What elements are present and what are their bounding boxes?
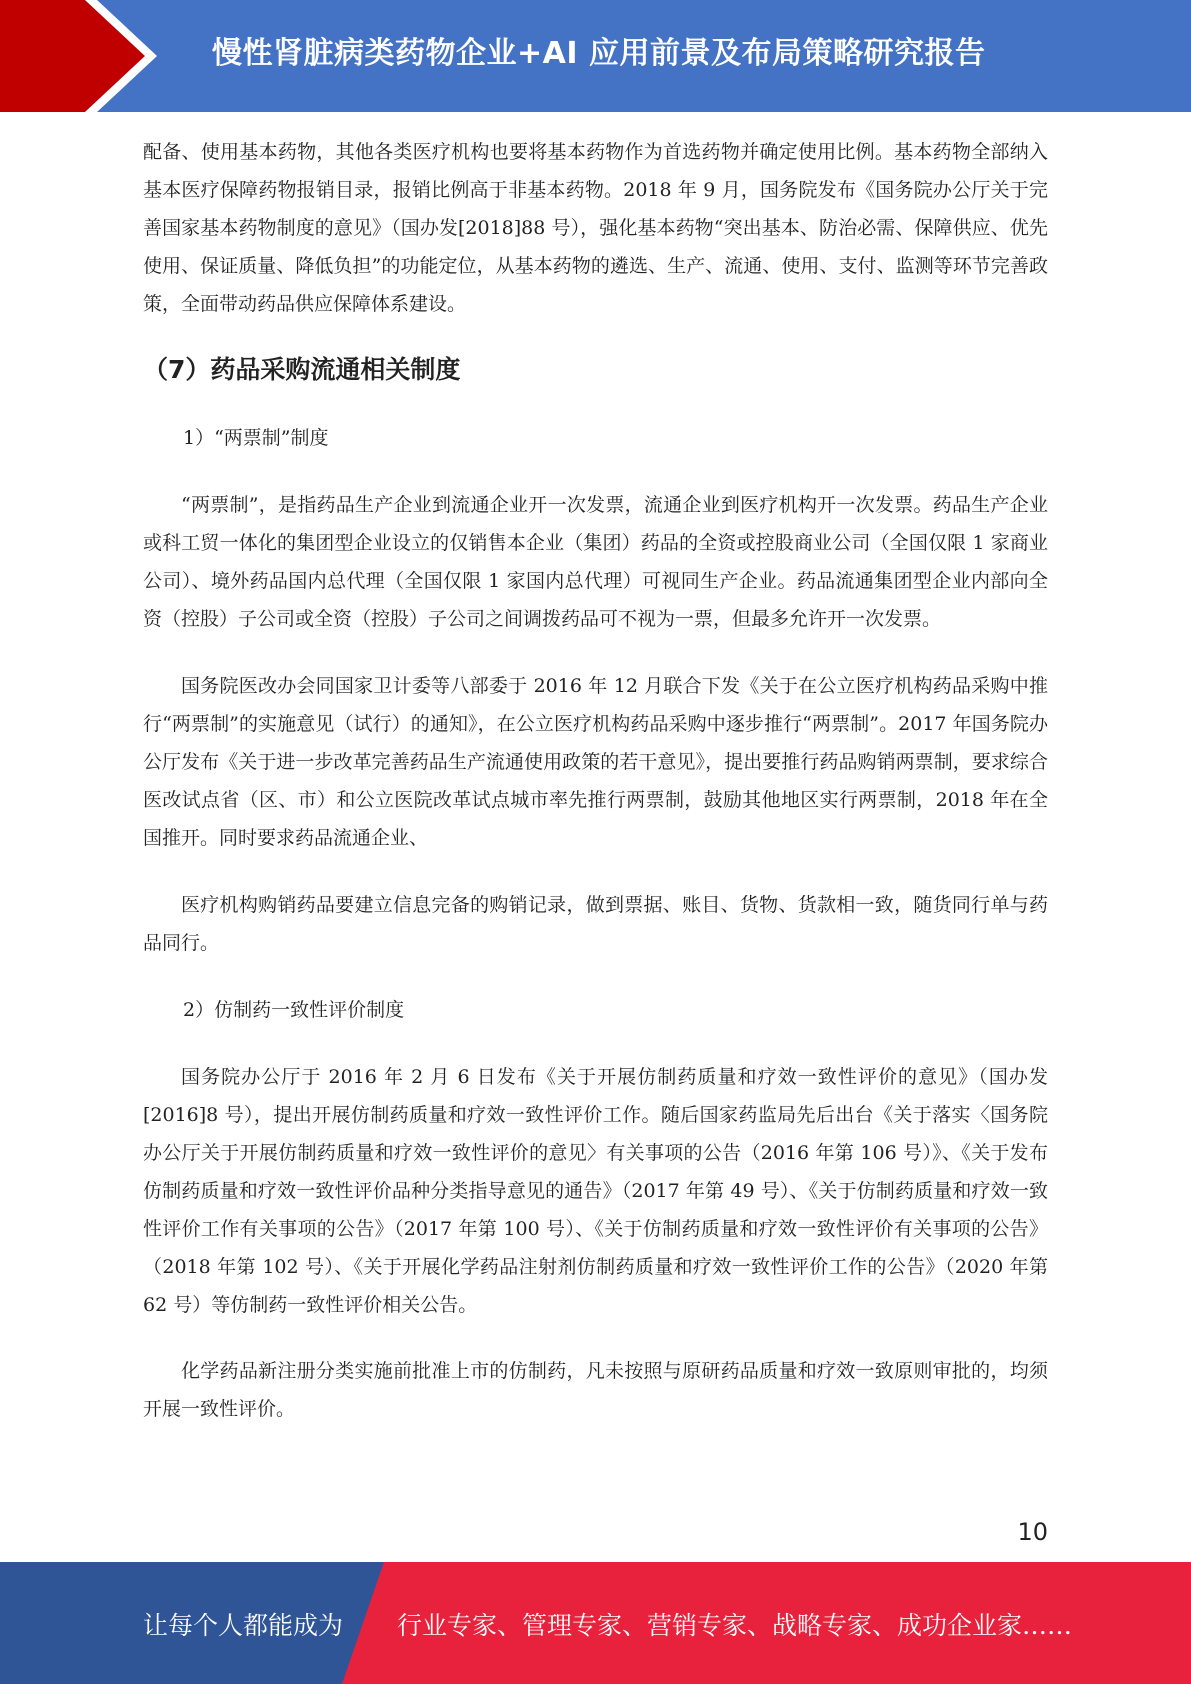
page-body (143, 133, 1048, 1428)
paragraph-intro: 配备、使用基本药物，其他各类医疗机构也要将基本药物作为首选药物并确定使用比例。基本药物全部纳入基本医疗保障药物报销目录，报销比例高于非基本药物。2018 年 9 月，国务院发布《国务院办公厅关于完善国家基本药物制度的意见》（国办发[2018]88 号），强化基本药物“突出基本、防治必需、保障供应、优先使用、保证质量、降低负担”的功能定位，从基本药物的遴选、生产、流通、使用、支付、监测等环节完善政策，全面带动药品供应保障体系建设。 (143, 141, 1048, 315)
footer-slogan-right: 行业专家、管理专家、营销专家、战略专家、成功企业家…… (397, 1611, 1073, 1640)
page-header (0, 0, 1191, 112)
header-chevron-decoration (0, 0, 160, 112)
subheading-two-invoice: 1）“两票制”制度 (183, 427, 329, 449)
section-heading: （7）药品采购流通相关制度 (143, 355, 461, 384)
paragraph-purchase-records: 医疗机构购销药品要建立信息完备的购销记录，做到票据、账目、货物、货款相一致，随货同行单与药品同行。 (143, 894, 1048, 954)
paragraph-generic-consistency-policy: 国务院办公厅于 2016 年 2 月 6 日发布《关于开展仿制药质量和疗效一致性评价的意见》（国办发[2016]8 号），提出开展仿制药质量和疗效一致性评价工作。随后国家药监局先后出台《关于落实〈国务院办公厅关于开展仿制药质量和疗效一致性评价的意见〉有关事项的公告（2016 年第 106 号）》、《关于发布仿制药质量和疗效一致性评价品种分类指导意见的通告》（2017 年第 49 号）、《关于仿制药质量和疗效一致性评价工作有关事项的公告》（2017 年第 100 号）、《关于仿制药质量和疗效一致性评价有关事项的公告》（2018 年第 102 号）、《关于开展化学药品注射剂仿制药质量和疗效一致性评价工作的公告》（2020 年第 62 号）等仿制药一致性评价相关公告。 (143, 1066, 1048, 1316)
footer-slogan-left: 让每个人都能成为 (143, 1611, 344, 1640)
subheading-generic-consistency: 2）仿制药一致性评价制度 (183, 999, 405, 1021)
paragraph-two-invoice-definition: “两票制”，是指药品生产企业到流通企业开一次发票，流通企业到医疗机构开一次发票。药品生产企业或科工贸一体化的集团型企业设立的仅销售本企业（集团）药品的全资或控股商业公司（全国仅限 1 家商业公司）、境外药品国内总代理（全国仅限 1 家国内总代理）可视同生产企业。药品流通集团型企业内部向全资（控股）子公司或全资（控股）子公司之间调拨药品可不视为一票，但最多允许开一次发票。 (143, 494, 1048, 630)
paragraph-two-invoice-policy: 国务院医改办会同国家卫计委等八部委于 2016 年 12 月联合下发《关于在公立医疗机构药品采购中推行“两票制”的实施意见（试行）的通知》，在公立医疗机构药品采购中逐步推行“两票制”。2017 年国务院办公厅发布《关于进一步改革完善药品生产流通使用政策的若干意见》，提出要推行药品购销两票制，要求综合医改试点省（区、市）和公立医院改革试点城市率先推行两票制，鼓励其他地区实行两票制，2018 年在全国推开。同时要求药品流通企业、 (143, 675, 1048, 849)
page-footer (0, 1562, 1191, 1684)
report-title: 慢性肾脏病类药物企业+AI 应用前景及布局策略研究报告 (212, 36, 986, 71)
page-number: 10 (1017, 1518, 1048, 1546)
paragraph-generic-consistency-scope: 化学药品新注册分类实施前批准上市的仿制药，凡未按照与原研药品质量和疗效一致原则审批的，均须开展一致性评价。 (143, 1360, 1048, 1420)
